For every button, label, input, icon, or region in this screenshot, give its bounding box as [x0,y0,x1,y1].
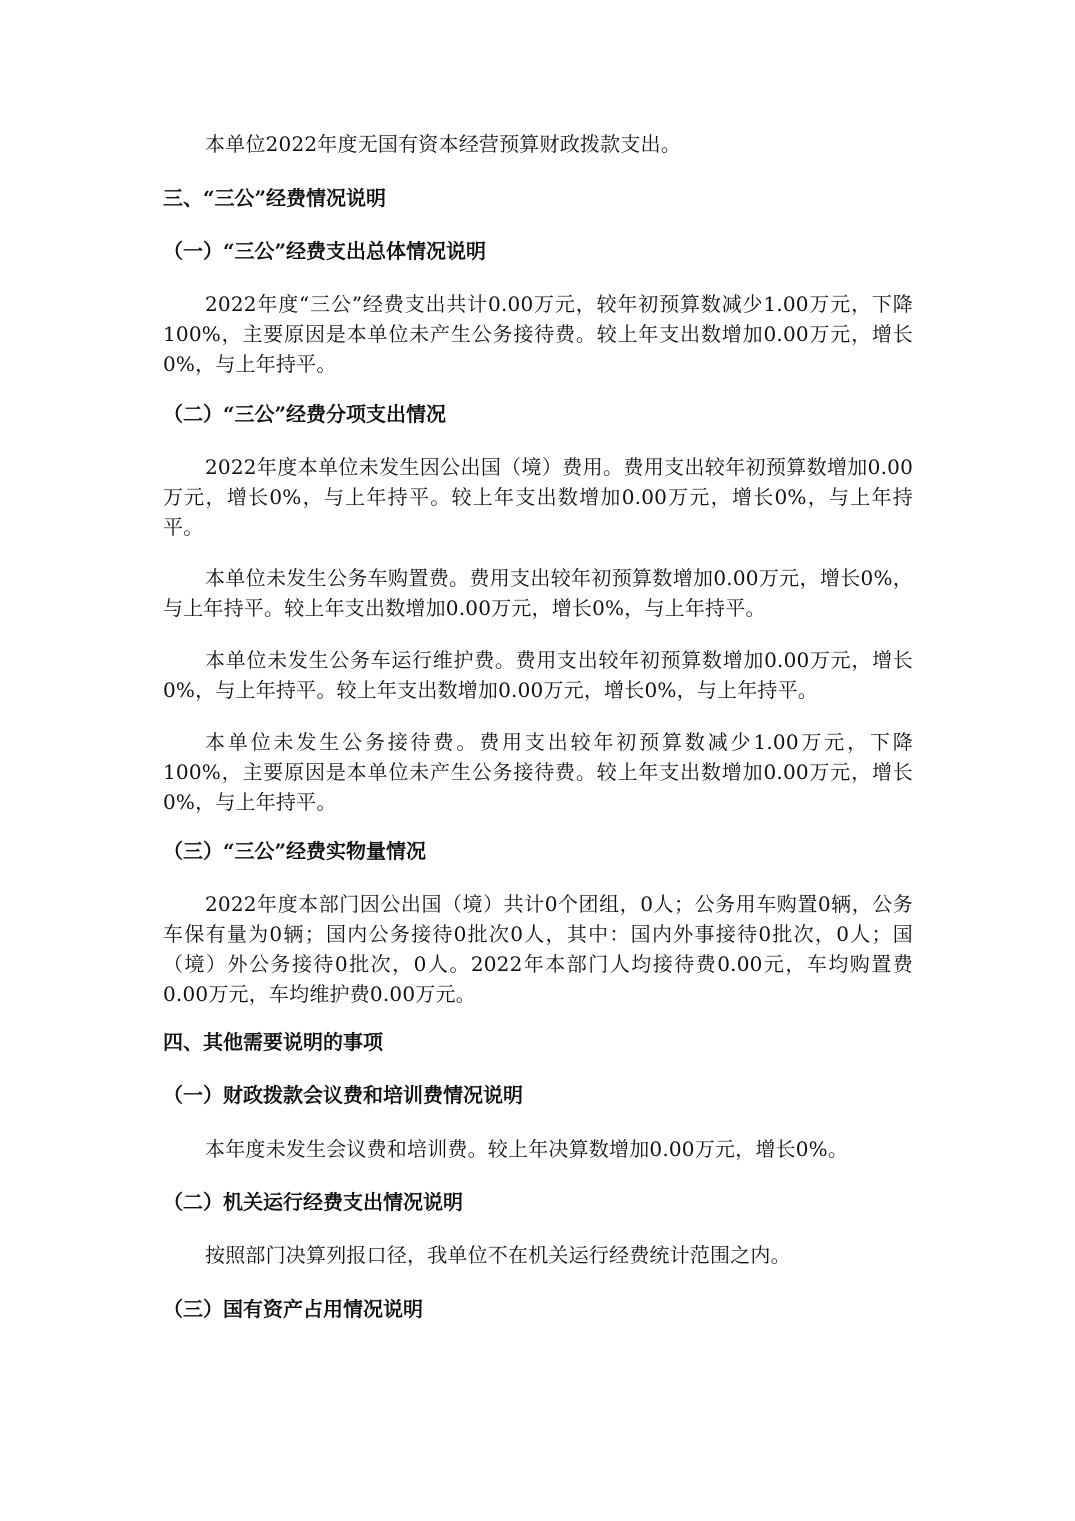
paragraph-physical: 2022年度本部门因公出国（境）共计0个团组，0人；公务用车购置0辆，公务车保有量为0辆；国内公务接待0批次0人，其中：国内外事接待0批次，0人；国（境）外公务接待0批次，0人。2022年本部门人均接待费0.00元，车均购置费0.00万元，车均维护费0.00万元。 [163,892,913,1006]
paragraph-operating: 按照部门决算列报口径，我单位不在机关运行经费统计范围之内。 [205,1243,791,1267]
subheading-overall: （一）“三公”经费支出总体情况说明 [163,239,487,263]
paragraph-overall: 2022年度“三公”经费支出共计0.00万元，较年初预算数减少1.00万元，下降100%，主要原因是本单位未产生公务接待费。较上年支出数增加0.00万元，增长0%，与上年持平。 [163,292,913,376]
subheading-itemized: （二）“三公”经费分项支出情况 [163,402,447,426]
paragraph-overseas: 2022年度本单位未发生因公出国（境）费用。费用支出较年初预算数增加0.00万元，增长0%，与上年持平。较上年支出数增加0.00万元，增长0%，与上年持平。 [163,455,913,539]
section-heading-other: 四、其他需要说明的事项 [163,1030,383,1054]
paragraph-reception: 本单位未发生公务接待费。费用支出较年初预算数减少1.00万元，下降100%，主要原因是本单位未产生公务接待费。较上年支出数增加0.00万元，增长0%，与上年持平。 [163,730,913,814]
subheading-physical: （三）“三公”经费实物量情况 [163,839,427,863]
subheading-assets: （三）国有资产占用情况说明 [163,1297,423,1321]
subheading-meetings: （一）财政拨款会议费和培训费情况说明 [163,1083,523,1107]
paragraph-vehicle-maintenance: 本单位未发生公务车运行维护费。费用支出较年初预算数增加0.00万元，增长0%，与上年持平。较上年支出数增加0.00万元，增长0%，与上年持平。 [163,648,913,702]
paragraph-state-capital: 本单位2022年度无国有资本经营预算财政拨款支出。 [205,132,681,156]
section-heading-three-public: 三、“三公”经费情况说明 [163,186,387,210]
paragraph-meetings: 本年度未发生会议费和培训费。较上年决算数增加0.00万元，增长0%。 [205,1137,849,1161]
subheading-operating: （二）机关运行经费支出情况说明 [163,1190,463,1214]
paragraph-vehicle-purchase: 本单位未发生公务车购置费。费用支出较年初预算数增加0.00万元，增长0%，与上年持平。较上年支出数增加0.00万元，增长0%，与上年持平。 [163,566,913,620]
